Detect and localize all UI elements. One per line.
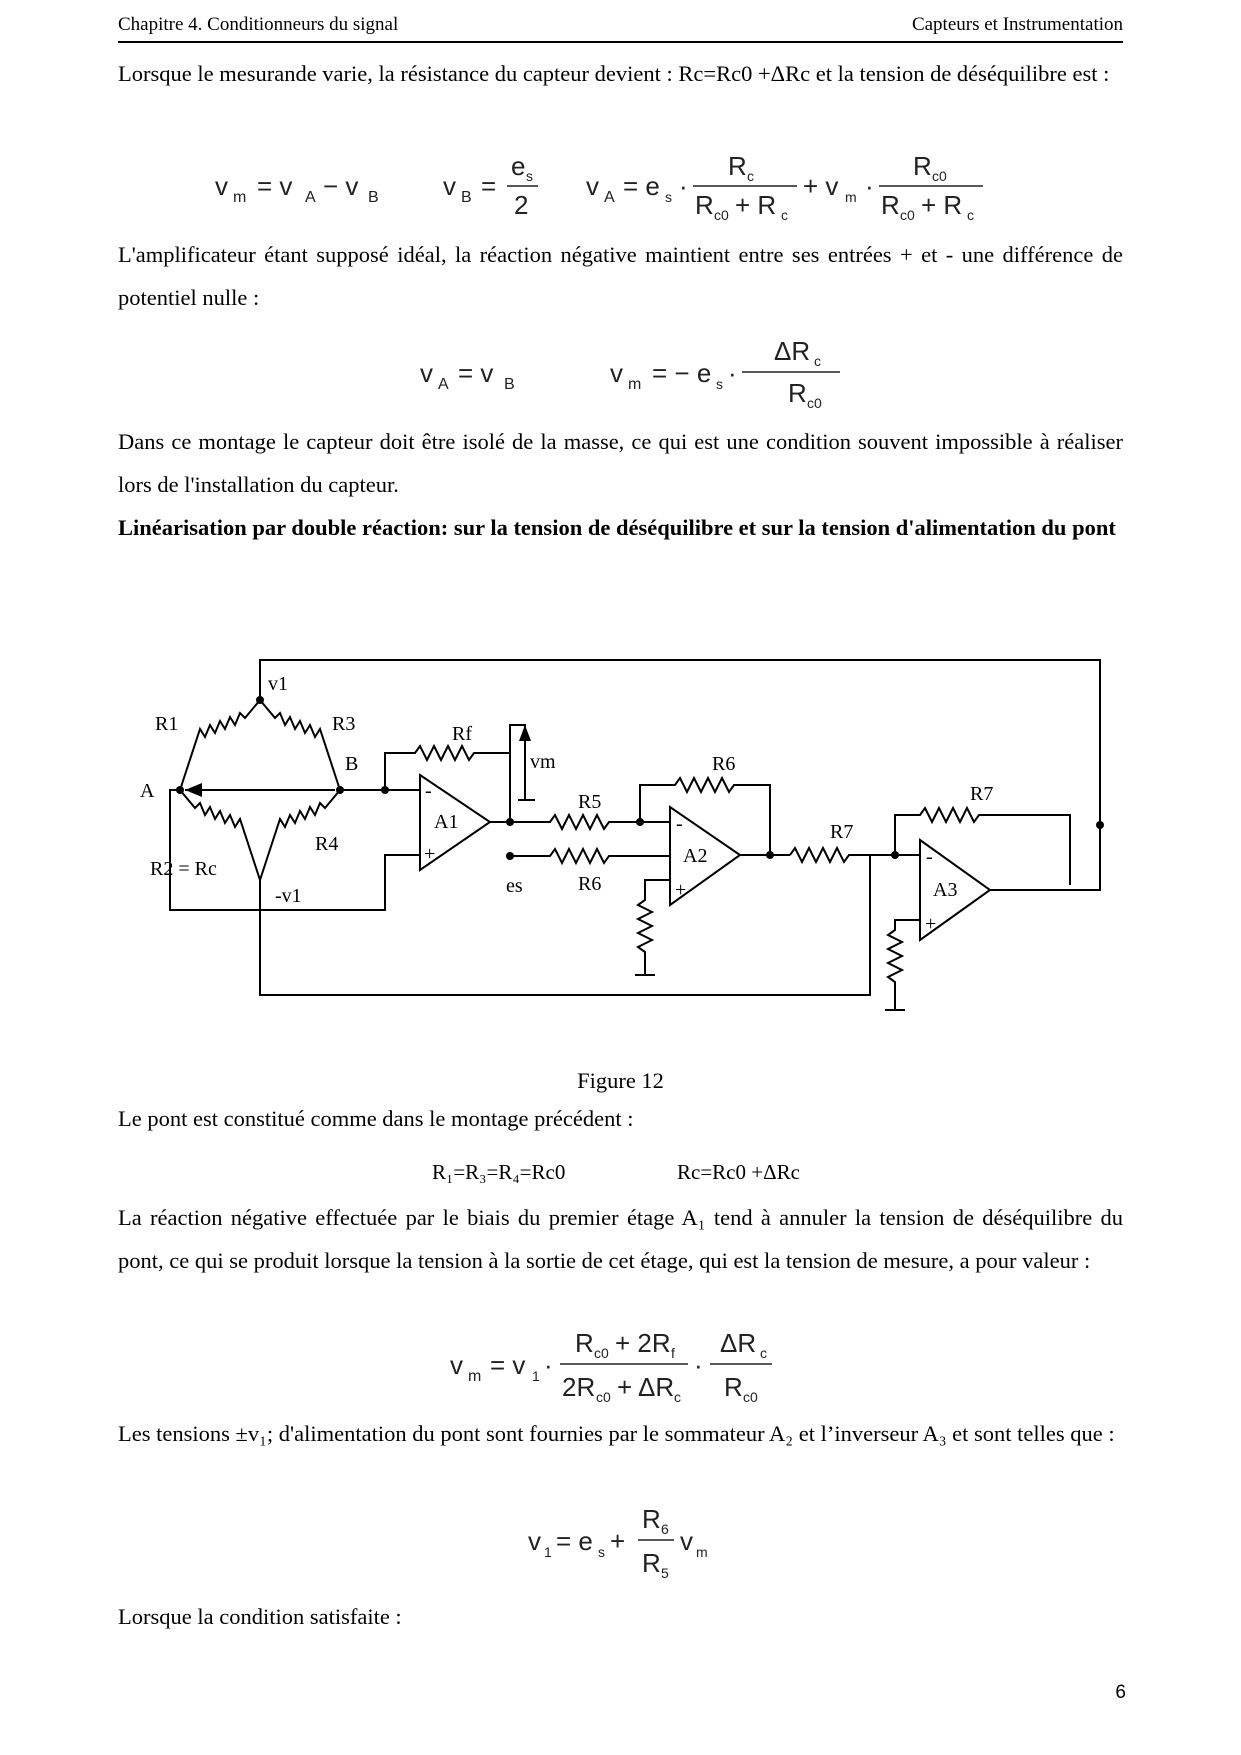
svg-text:c: c [747,168,754,184]
circuit-diagram [130,640,1110,1060]
svg-text:m: m [233,189,247,206]
paragraph-heading: Linéarisation par double réaction: sur la tension de déséquilibre et sur la tension d'alimentation du pont [118,515,1116,540]
svg-text:+: + [925,913,937,935]
svg-text:v: v [680,1526,693,1556]
svg-text:B: B [461,189,472,206]
label-v1: v1 [268,673,288,695]
svg-text:c: c [967,207,974,223]
svg-text:+ R: + R [921,190,963,220]
svg-text:-: - [425,780,432,802]
svg-text:+: + [675,879,687,901]
relation-resistors: R₁=R₃=R₄=Rc0 [432,1160,566,1184]
svg-text:c0: c0 [932,168,947,184]
paragraph-3: Dans ce montage le capteur doit être isolé de la masse, ce qui est une condition souvent impossible à réaliser lors de l'installation du capteur. [118,429,1123,497]
svg-text:5: 5 [661,1565,669,1581]
svg-text:R: R [724,1372,743,1402]
equation-va-eq-vb [420,330,870,410]
label-Rf: Rf [452,723,472,745]
svg-text:c: c [760,1345,767,1361]
label-R6-input: R6 [578,873,602,895]
svg-text:=: = [481,171,497,201]
svg-text:s: s [526,168,533,184]
svg-text:v: v [586,171,599,201]
label-R4: R4 [315,833,339,855]
svg-text:= v: = v [490,1350,526,1380]
label-A1: A1 [434,811,459,833]
label-minus-v1: -v1 [275,885,302,907]
header-chapter: Chapitre 4. Conditionneurs du signal [118,14,399,35]
svg-text:c: c [674,1389,681,1405]
svg-text:= − e: = − e [652,358,712,388]
equation-vm-va-vb [205,142,1005,224]
svg-text:1: 1 [532,1368,540,1384]
svg-text:·: · [544,1350,553,1380]
label-es: es [506,875,523,897]
svg-text:= v: = v [458,358,494,388]
svg-text:c0: c0 [743,1389,758,1405]
equation-vm-v1 [450,1322,800,1412]
svg-text:v: v [420,358,433,388]
svg-text:m: m [468,1368,482,1385]
paragraph-2: L'amplificateur étant supposé idéal, la réaction négative maintient entre ses entrées + et - une différence de potentiel nulle : [118,242,1123,310]
svg-text:s: s [598,1544,605,1560]
label-R5: R5 [578,791,602,813]
svg-text:1: 1 [544,1544,552,1560]
label-R7-input: R7 [830,821,854,843]
svg-text:·: · [679,171,688,201]
svg-text:c0: c0 [714,207,729,223]
svg-text:A: A [305,189,316,206]
svg-text:R: R [913,151,932,181]
paragraph-7: Les tensions ±v₁; d'alimentation du pont sont fournies par le sommateur A₂ et l’inverseur A₃ et sont telles que : [118,1421,1115,1446]
svg-text:ΔR: ΔR [720,1328,757,1358]
svg-text:m: m [845,189,857,205]
label-R6-feedback: R6 [712,753,736,775]
label-B: B [345,753,359,775]
svg-text:6: 6 [661,1521,669,1537]
svg-text:+ 2R: + 2R [615,1328,671,1358]
svg-text:= v: = v [257,171,293,201]
label-vm: vm [530,751,556,773]
svg-text:c0: c0 [594,1345,609,1361]
figure-caption: Figure 12 [577,1068,664,1093]
svg-text:m: m [696,1544,708,1560]
label-A2: A2 [683,845,708,867]
svg-text:s: s [665,189,672,205]
svg-text:f: f [671,1345,675,1361]
header-rule [118,41,1123,43]
svg-text:c0: c0 [900,207,915,223]
paragraph-8: Lorsque la condition satisfaite : [118,1604,402,1629]
svg-text:R: R [695,190,714,220]
svg-text:A: A [604,189,615,206]
relation-rc: Rc=Rc0 +ΔRc [677,1160,800,1184]
svg-text:2R: 2R [562,1372,596,1402]
label-R3: R3 [332,713,356,735]
svg-text:c0: c0 [807,395,822,411]
svg-text:R: R [881,190,900,220]
svg-text:v: v [450,1350,463,1380]
svg-text:·: · [694,1350,703,1380]
svg-text:·: · [865,171,874,201]
svg-text:A: A [438,376,449,393]
svg-text:e: e [511,151,526,181]
svg-text:ΔR: ΔR [774,336,811,366]
svg-text:·: · [728,358,737,388]
svg-text:v: v [610,358,623,388]
svg-text:+ R: + R [735,190,777,220]
svg-text:-: - [926,846,933,868]
svg-text:+: + [424,843,436,865]
svg-text:c: c [814,353,821,369]
svg-text:s: s [716,376,723,392]
svg-text:= e: = e [556,1526,593,1556]
svg-text:R: R [788,378,807,408]
paragraph-5: Le pont est constitué comme dans le montage précédent : [118,1106,634,1131]
svg-text:R: R [642,1548,661,1578]
label-R7-feedback: R7 [970,783,994,805]
svg-text:m: m [628,376,642,393]
svg-text:c: c [781,207,788,223]
page-number: 6 [1115,1682,1126,1703]
svg-text:= e: = e [623,171,660,201]
label-A3: A3 [933,879,958,901]
label-A: A [140,780,155,802]
svg-text:+ ΔR: + ΔR [617,1372,675,1402]
svg-text:+: + [610,1526,626,1556]
svg-text:v: v [528,1526,541,1556]
svg-text:2: 2 [514,190,529,220]
label-R1: R1 [155,713,179,735]
paragraph-6: La réaction négative effectuée par le biais du premier étage A₁ tend à annuler la tension de déséquilibre du pont, ce qui se produit lorsque la tension à la sortie de cet étage, qui est la tension de mesure, a pour valeur : [118,1205,1123,1273]
svg-text:R: R [642,1504,661,1534]
equation-v1 [528,1498,748,1588]
svg-text:− v: − v [323,171,359,201]
paragraph-1: Lorsque le mesurande varie, la résistance du capteur devient : Rc=Rc0 +ΔRc et la tension de déséquilibre est : [118,61,1110,86]
label-R2: R2 = Rc [150,858,217,880]
header-course: Capteurs et Instrumentation [911,14,1123,35]
svg-text:v: v [443,171,456,201]
svg-text:v: v [215,171,228,201]
svg-text:B: B [368,189,379,206]
svg-text:R: R [575,1328,594,1358]
svg-text:R: R [728,151,747,181]
svg-text:B: B [504,376,515,393]
svg-text:-: - [676,813,683,835]
svg-text:c0: c0 [596,1389,611,1405]
svg-text:+ v: + v [803,171,839,201]
